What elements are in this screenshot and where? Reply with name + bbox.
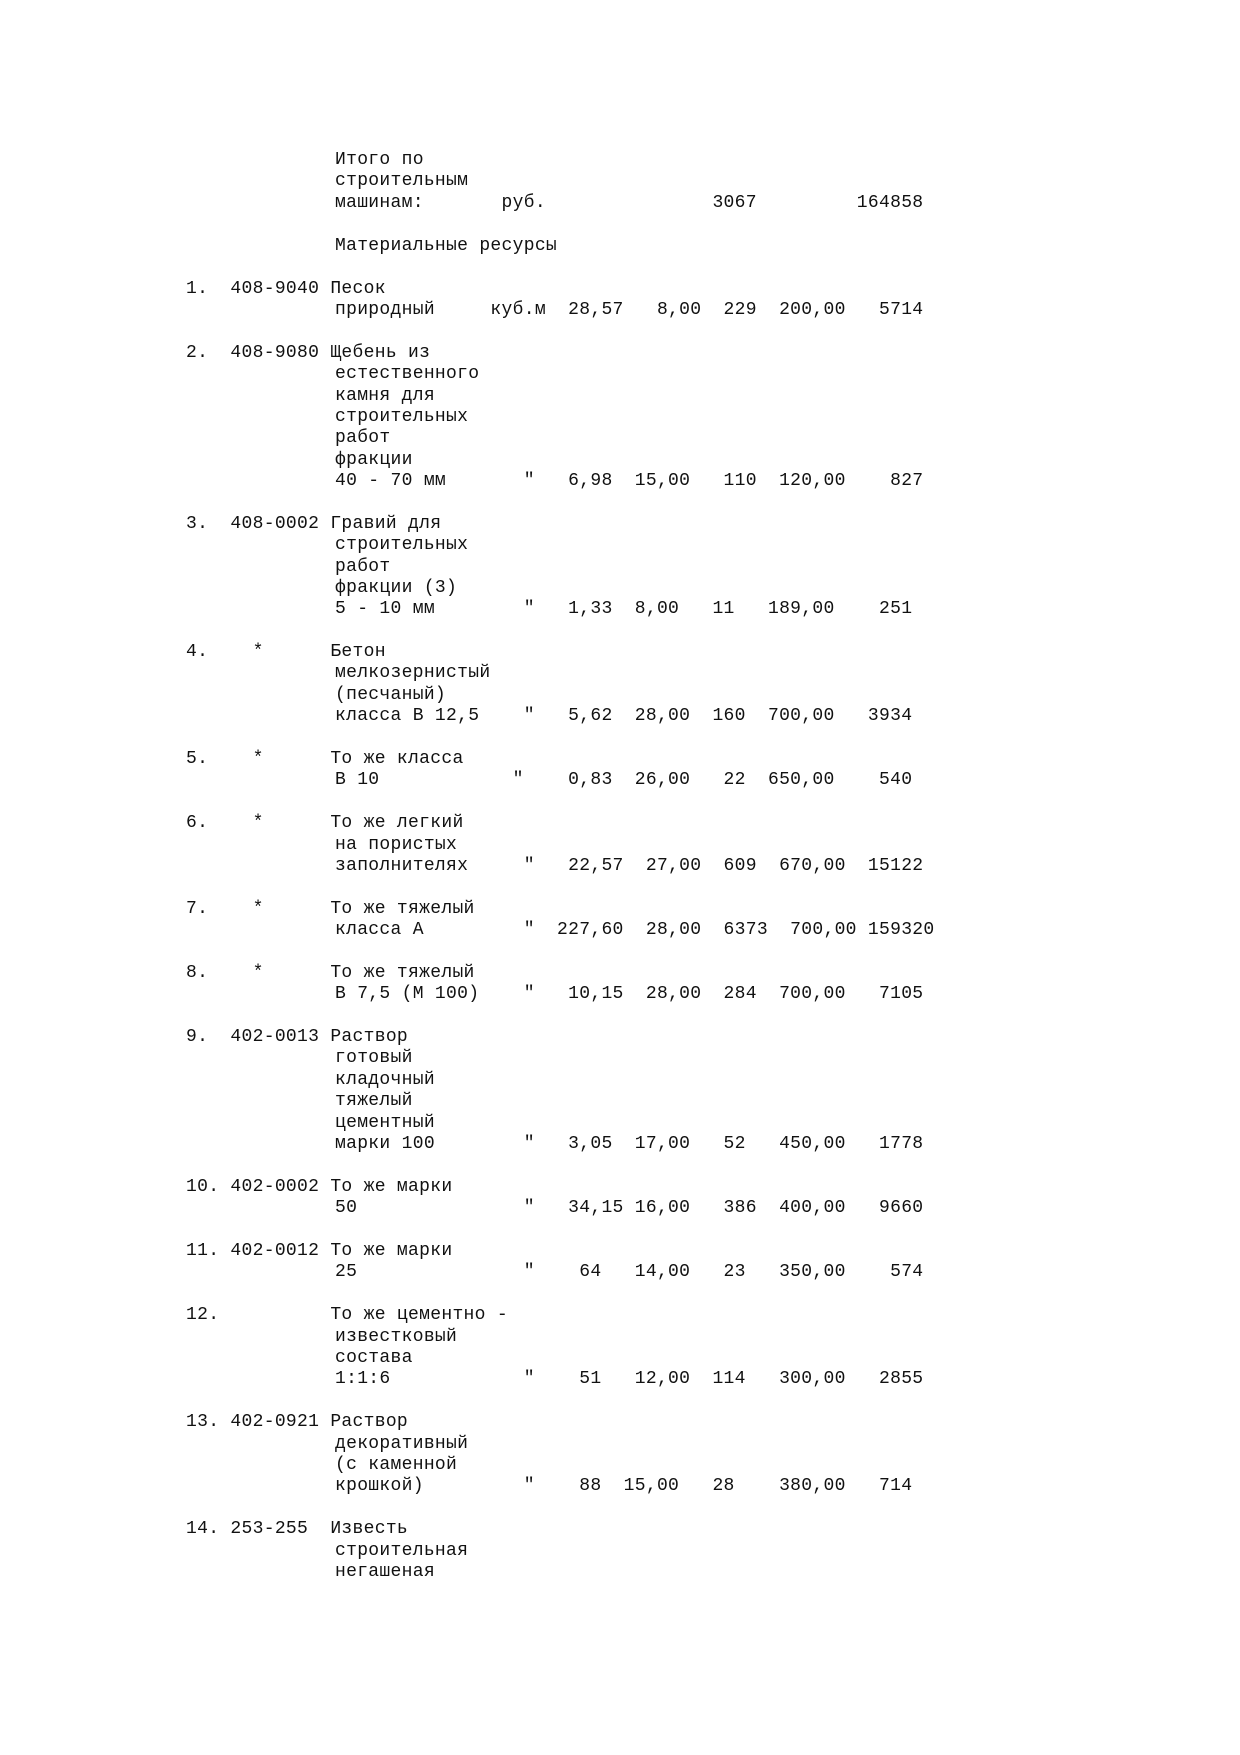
text-line: состава [335, 1348, 413, 1368]
text-line: природный куб.м 28,57 8,00 229 200,00 5714 [335, 300, 924, 320]
text-line: 7. * То же тяжелый [186, 899, 475, 919]
text-line: 2. 408-9080 Щебень из [186, 343, 431, 363]
text-line: 9. 402-0013 Раствор [186, 1027, 409, 1047]
text-line: камня для [335, 386, 435, 406]
text-line: 11. 402-0012 То же марки [186, 1241, 453, 1261]
text-line: кладочный [335, 1070, 435, 1090]
text-line: (песчаный) [335, 685, 447, 705]
text-line: на пористых [335, 835, 458, 855]
text-line: заполнителях " 22,57 27,00 609 670,00 15122 [335, 856, 924, 876]
text-line: 6. * То же легкий [186, 813, 464, 833]
text-line: фракции (3) [335, 578, 458, 598]
text-line: 12. То же цементно - [186, 1305, 508, 1325]
text-line: фракции [335, 450, 413, 470]
text-line: 1. 408-9040 Песок [186, 279, 386, 299]
text-line: 5. * То же класса [186, 749, 464, 769]
text-line: строительным [335, 171, 469, 191]
text-line: Материальные ресурсы [335, 236, 558, 256]
text-line: 4. * Бетон [186, 642, 386, 662]
text-line: 50 " 34,15 16,00 386 400,00 9660 [335, 1198, 924, 1218]
text-line: 5 - 10 мм " 1,33 8,00 11 189,00 251 [335, 599, 913, 619]
text-line: строительных [335, 407, 469, 427]
text-line: известковый [335, 1327, 458, 1347]
text-line: мелкозернистый [335, 663, 491, 683]
text-line: работ [335, 557, 391, 577]
text-line: класса А " 227,60 28,00 6373 700,00 159320 [335, 920, 935, 940]
text-line: 3. 408-0002 Гравий для [186, 514, 442, 534]
text-line: (с каменной [335, 1455, 458, 1475]
text-line: 25 " 64 14,00 23 350,00 574 [335, 1262, 924, 1282]
text-line: 10. 402-0002 То же марки [186, 1177, 453, 1197]
text-line: строительных [335, 535, 469, 555]
text-line: В 7,5 (М 100) " 10,15 28,00 284 700,00 7105 [335, 984, 924, 1004]
text-line: тяжелый [335, 1091, 413, 1111]
text-line: класса В 12,5 " 5,62 28,00 160 700,00 3934 [335, 706, 913, 726]
text-line: негашеная [335, 1562, 435, 1582]
text-line: цементный [335, 1113, 435, 1133]
text-line: марки 100 " 3,05 17,00 52 450,00 1778 [335, 1134, 924, 1154]
text-line: декоративный [335, 1434, 469, 1454]
text-line: крошкой) " 88 15,00 28 380,00 714 [335, 1476, 913, 1496]
text-line: 14. 253-255 Известь [186, 1519, 409, 1539]
text-line: 13. 402-0921 Раствор [186, 1412, 409, 1432]
text-line: В 10 " 0,83 26,00 22 650,00 540 [335, 770, 913, 790]
text-line: строительная [335, 1541, 469, 1561]
text-line: работ [335, 428, 391, 448]
text-line: 1:1:6 " 51 12,00 114 300,00 2855 [335, 1369, 924, 1389]
text-line: готовый [335, 1048, 413, 1068]
text-line: 40 - 70 мм " 6,98 15,00 110 120,00 827 [335, 471, 924, 491]
text-line: Итого по [335, 150, 424, 170]
text-line: 8. * То же тяжелый [186, 963, 475, 983]
text-line: машинам: руб. 3067 164858 [335, 193, 924, 213]
text-line: естественного [335, 364, 480, 384]
